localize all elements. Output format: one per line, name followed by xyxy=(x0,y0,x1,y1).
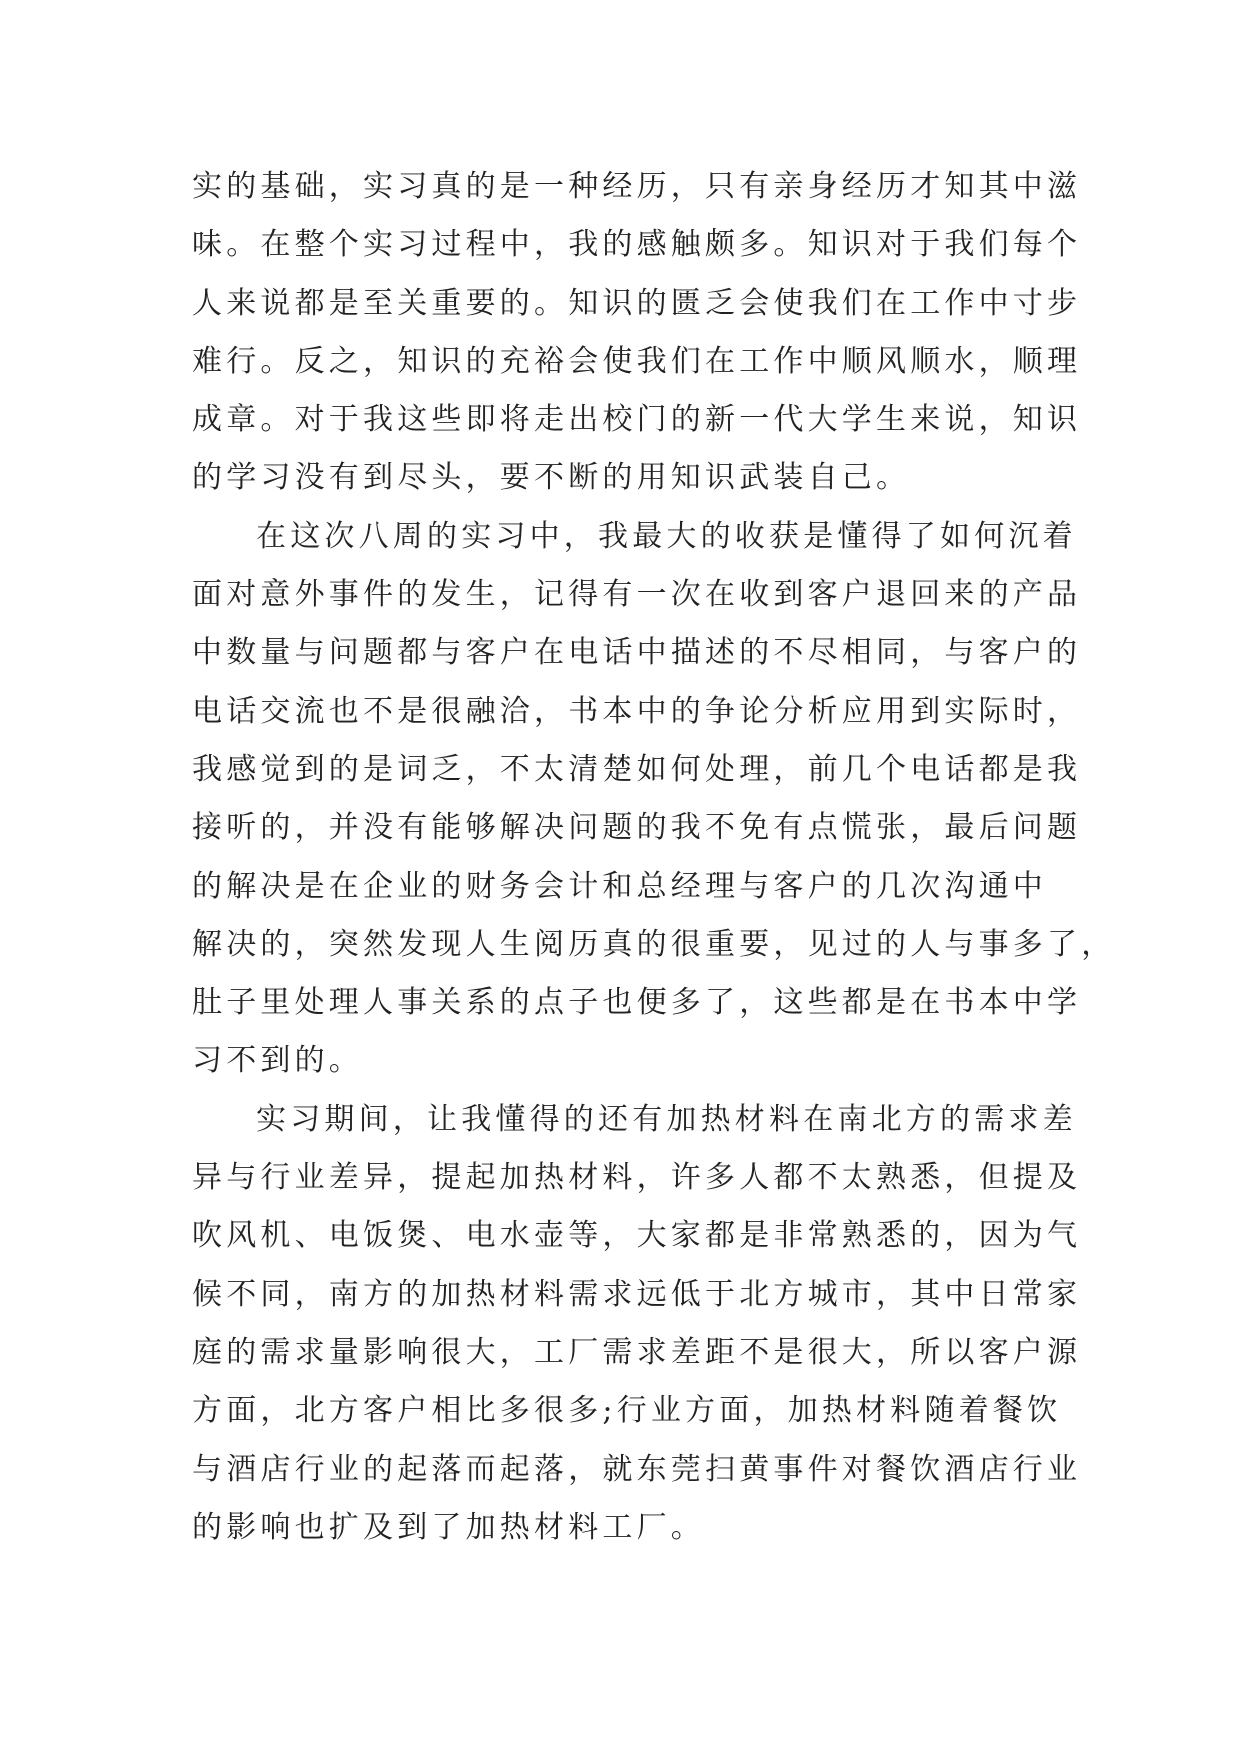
text-line: 我感觉到的是词乏，不太清楚如何处理，前几个电话都是我 xyxy=(192,751,1082,787)
text-line: 候不同，南方的加热材料需求远低于北方城市，其中日常家 xyxy=(192,1276,1082,1312)
text-line: 方面，北方客户相比多很多;行业方面，加热材料随着餐饮 xyxy=(192,1393,1062,1429)
text-line: 习不到的。 xyxy=(192,1043,363,1079)
text-line: 庭的需求量影响很大，工厂需求差距不是很大，所以客户源 xyxy=(192,1334,1082,1370)
text-line: 难行。反之，知识的充裕会使我们在工作中顺风顺水，顺理 xyxy=(192,343,1082,379)
paragraph-start-line: 实习期间，让我懂得的还有加热材料在南北方的需求差 xyxy=(256,1101,1077,1137)
text-line: 的解决是在企业的财务会计和总经理与客户的几次沟通中 xyxy=(192,868,1047,904)
text-line: 与酒店行业的起落而起落，就东莞扫黄事件对餐饮酒店行业 xyxy=(192,1451,1082,1487)
text-line: 解决的，突然发现人生阅历真的很重要，见过的人与事多了， xyxy=(192,926,1116,962)
text-line: 面对意外事件的发生，记得有一次在收到客户退回来的产品 xyxy=(192,577,1082,613)
text-line: 实的基础，实习真的是一种经历，只有亲身经历才知其中滋 xyxy=(192,169,1082,204)
text-line: 成章。对于我这些即将走出校门的新一代大学生来说，知识 xyxy=(192,402,1082,438)
text-line: 肚子里处理人事关系的点子也便多了，这些都是在书本中学 xyxy=(192,985,1082,1021)
text-line: 的影响也扩及到了加热材料工厂。 xyxy=(192,1509,705,1545)
paragraph-start-line: 在这次八周的实习中，我最大的收获是懂得了如何沉着 xyxy=(256,518,1077,554)
text-line: 人来说都是至关重要的。知识的匮乏会使我们在工作中寸步 xyxy=(192,285,1082,321)
text-line: 中数量与问题都与客户在电话中描述的不尽相同，与客户的 xyxy=(192,635,1082,671)
text-line: 味。在整个实习过程中，我的感触颇多。知识对于我们每个 xyxy=(192,227,1082,263)
text-line: 的学习没有到尽头，要不断的用知识武装自己。 xyxy=(192,460,911,496)
text-line: 电话交流也不是很融洽，书本中的争论分析应用到实际时， xyxy=(192,693,1082,729)
document-body xyxy=(192,158,1116,1557)
text-line: 接听的，并没有能够解决问题的我不免有点慌张，最后问题 xyxy=(192,810,1082,846)
text-line: 吹风机、电饭煲、电水壶等，大家都是非常熟悉的，因为气 xyxy=(192,1218,1082,1254)
text-line: 异与行业差异，提起加热材料，许多人都不太熟悉，但提及 xyxy=(192,1160,1082,1196)
